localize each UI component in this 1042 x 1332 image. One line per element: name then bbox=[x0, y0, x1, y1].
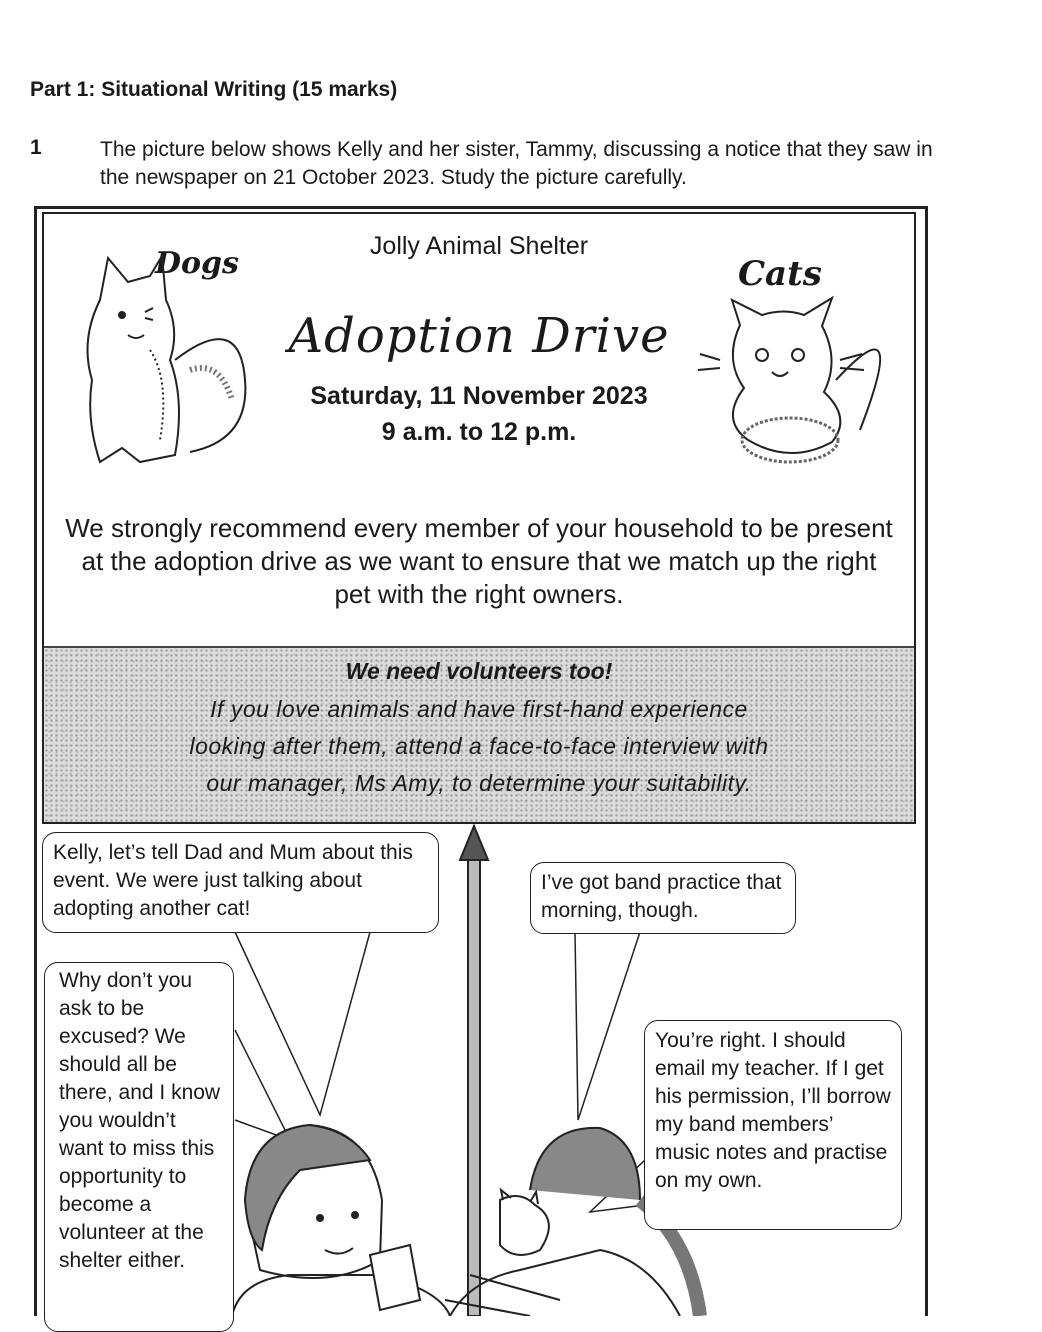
cat-held-illustration bbox=[500, 1196, 549, 1255]
mug-icon bbox=[370, 1245, 420, 1310]
cat-illustration bbox=[698, 298, 880, 462]
cats-label: Cats bbox=[738, 254, 822, 294]
speech-bubble-tammy-1: Kelly, let’s tell Dad and Mum about this event. We were just talking about adopting another cat! bbox=[42, 832, 439, 933]
dog-illustration bbox=[88, 256, 246, 462]
part-heading: Part 1: Situational Writing (15 marks) bbox=[30, 78, 398, 101]
speech-bubble-tammy-2: Why don’t you ask to be excused? We should all be there, and I know you wouldn’t want to miss this opportunity to become a volunteer at the shelter either. bbox=[44, 962, 234, 1332]
volunteer-line-2: looking after them, attend a face-to-face interview with bbox=[189, 733, 769, 759]
drive-time: 9 a.m. to 12 p.m. bbox=[381, 418, 577, 446]
shelter-name: Jolly Animal Shelter bbox=[369, 232, 589, 260]
tammy-illustration bbox=[232, 1125, 450, 1316]
volunteer-heading: We need volunteers too! bbox=[345, 658, 613, 684]
volunteer-line-1: If you love animals and have first-hand experience bbox=[210, 696, 748, 722]
volunteer-line-3: our manager, Ms Amy, to determine your suitability. bbox=[206, 770, 752, 796]
recommendation-text: We strongly recommend every member of your household to be present at the adoption drive as we want to ensure that we match up the right pet with the right owners. bbox=[65, 513, 893, 609]
arrow-icon bbox=[460, 826, 488, 1316]
question-number: 1 bbox=[30, 136, 42, 159]
speech-bubble-kelly-2: You’re right. I should email my teacher. If I get his permission, I’ll borrow my band members’ music notes and practise on my own. bbox=[644, 1020, 902, 1230]
drive-date: Saturday, 11 November 2023 bbox=[310, 382, 648, 410]
drive-title: Adoption Drive bbox=[288, 308, 670, 364]
speech-bubble-kelly-1: I’ve got band practice that morning, though. bbox=[530, 862, 796, 934]
question-text: The picture below shows Kelly and her sister, Tammy, discussing a notice that they saw in the newspaper on 21 October 2023. Study the picture carefully. bbox=[100, 138, 933, 189]
dogs-label: Dogs bbox=[155, 246, 239, 281]
